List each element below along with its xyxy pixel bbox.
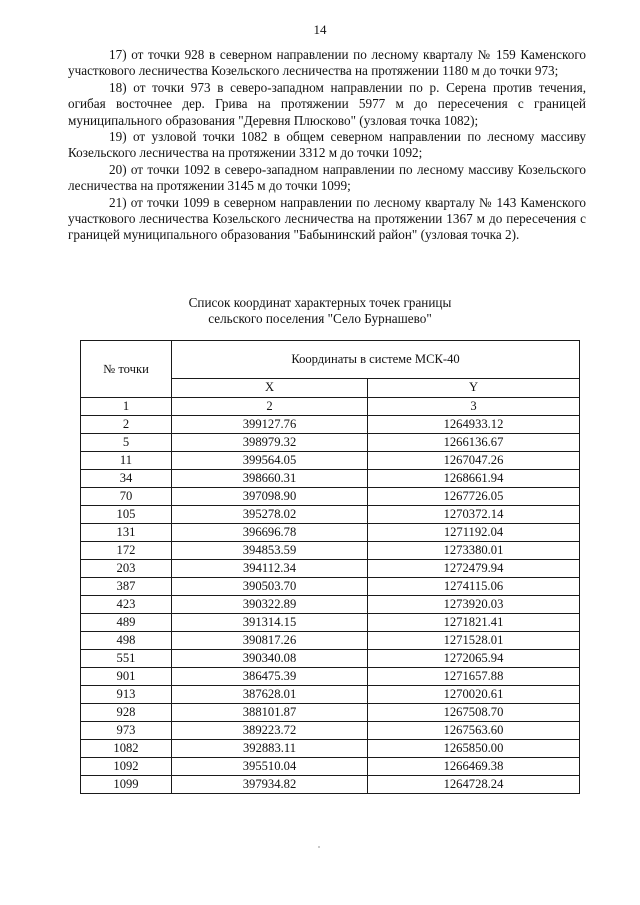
point-number-cell: 973 — [81, 722, 172, 740]
point-number-cell: 172 — [81, 542, 172, 560]
point-number-cell: 498 — [81, 632, 172, 650]
table-row — [81, 596, 580, 614]
x-coordinate-cell: 399127.76 — [172, 416, 368, 434]
x-coordinate-cell: 394112.34 — [172, 560, 368, 578]
point-number-cell: 131 — [81, 524, 172, 542]
x-coordinate-cell: 397098.90 — [172, 488, 368, 506]
y-coordinate-cell: 1273380.01 — [368, 542, 580, 560]
x-coordinate-cell: 398660.31 — [172, 470, 368, 488]
table-row — [81, 416, 580, 434]
y-coordinate-cell: 1264933.12 — [368, 416, 580, 434]
y-coordinate-cell: 1270020.61 — [368, 686, 580, 704]
paragraph-17: 17) от точки 928 в северном направлении по лесному кварталу № 159 Каменского участкового лесничества Козельского лесничества на протяжении 1180 м до точки 973; — [68, 47, 586, 79]
y-coordinate-cell: 1270372.14 — [368, 506, 580, 524]
table-row — [81, 434, 580, 452]
x-coordinate-cell: 396696.78 — [172, 524, 368, 542]
y-coordinate-cell: 1274115.06 — [368, 578, 580, 596]
point-number-cell: 1082 — [81, 740, 172, 758]
y-coordinate-cell: 1271821.41 — [368, 614, 580, 632]
caption-line-1: Список координат характерных точек границы — [188, 295, 452, 310]
y-coordinate-cell: 1264728.24 — [368, 776, 580, 794]
y-coordinate-cell: 1267563.60 — [368, 722, 580, 740]
table-row — [81, 758, 580, 776]
table-row — [81, 470, 580, 488]
point-number-cell: 901 — [81, 668, 172, 686]
y-coordinate-cell: 1272065.94 — [368, 650, 580, 668]
table-row — [81, 560, 580, 578]
point-number-cell: 913 — [81, 686, 172, 704]
table-row — [81, 578, 580, 596]
x-coordinate-cell: 397934.82 — [172, 776, 368, 794]
x-coordinate-cell: 391314.15 — [172, 614, 368, 632]
point-number-cell: 203 — [81, 560, 172, 578]
y-coordinate-cell: 1271528.01 — [368, 632, 580, 650]
x-coordinate-cell: 387628.01 — [172, 686, 368, 704]
x-coordinate-cell: 390322.89 — [172, 596, 368, 614]
x-coordinate-cell: 390817.26 — [172, 632, 368, 650]
point-number-cell: 105 — [81, 506, 172, 524]
table-row — [81, 506, 580, 524]
y-coordinate-cell: 1271657.88 — [368, 668, 580, 686]
paragraph-19: 19) от узловой точки 1082 в общем северном направлении по лесному массиву Козельского лесничества на протяжении 3312 м до точки 1092; — [68, 129, 586, 161]
table-row — [81, 524, 580, 542]
x-coordinate-cell: 395510.04 — [172, 758, 368, 776]
x-coordinate-cell: 394853.59 — [172, 542, 368, 560]
y-coordinate-cell: 1272479.94 — [368, 560, 580, 578]
point-number-cell: 34 — [81, 470, 172, 488]
y-coordinate-cell: 1267508.70 — [368, 704, 580, 722]
y-coordinate-cell: 1267047.26 — [368, 452, 580, 470]
column-number-2: 2 — [172, 398, 368, 416]
table-row — [81, 668, 580, 686]
y-coordinate-cell: 1271192.04 — [368, 524, 580, 542]
table-row — [81, 776, 580, 794]
x-coordinate-cell: 390340.08 — [172, 650, 368, 668]
table-row — [81, 650, 580, 668]
x-coordinate-cell: 399564.05 — [172, 452, 368, 470]
header-x: X — [172, 378, 368, 397]
table-caption — [0, 295, 640, 328]
point-number-cell: 11 — [81, 452, 172, 470]
coordinates-table-body — [81, 416, 580, 794]
x-coordinate-cell: 388101.87 — [172, 704, 368, 722]
x-coordinate-cell: 386475.39 — [172, 668, 368, 686]
paragraph-21: 21) от точки 1099 в северном направлении по лесному кварталу № 143 Каменского участкового лесничества Козельского лесничества на протяжении 1367 м до пересечения с границей муниципального образования "Бабынинский район" (узловая точка 2). — [68, 194, 586, 243]
y-coordinate-cell: 1265850.00 — [368, 740, 580, 758]
scan-artifact — [318, 846, 320, 848]
x-coordinate-cell: 398979.32 — [172, 434, 368, 452]
x-coordinate-cell: 395278.02 — [172, 506, 368, 524]
table-row — [81, 722, 580, 740]
point-number-cell: 928 — [81, 704, 172, 722]
point-number-cell: 70 — [81, 488, 172, 506]
point-number-cell: 5 — [81, 434, 172, 452]
paragraph-18: 18) от точки 973 в северо-западном направлении по р. Серена против течения, огибая восточнее дер. Грива на протяжении 5977 м до пересечения с границей муниципального образования "Деревня Плюсково" (узловая точка 1082); — [68, 79, 586, 128]
point-number-cell: 1099 — [81, 776, 172, 794]
y-coordinate-cell: 1273920.03 — [368, 596, 580, 614]
point-number-cell: 423 — [81, 596, 172, 614]
table-row — [81, 614, 580, 632]
table-row — [81, 452, 580, 470]
point-number-cell: 489 — [81, 614, 172, 632]
table-row — [81, 542, 580, 560]
table-row — [81, 686, 580, 704]
y-coordinate-cell: 1268661.94 — [368, 470, 580, 488]
x-coordinate-cell: 390503.70 — [172, 578, 368, 596]
coordinates-table — [80, 340, 580, 794]
y-coordinate-cell: 1267726.05 — [368, 488, 580, 506]
caption-line-2: сельского поселения "Село Бурнашево" — [208, 311, 432, 327]
table-row — [81, 632, 580, 650]
column-number-1: 1 — [81, 398, 172, 416]
point-number-cell: 387 — [81, 578, 172, 596]
page-number: 14 — [313, 22, 327, 37]
table-row — [81, 704, 580, 722]
column-number-3: 3 — [368, 398, 580, 416]
point-number-cell: 1092 — [81, 758, 172, 776]
x-coordinate-cell: 389223.72 — [172, 722, 368, 740]
header-coordinate-system: Координаты в системе МСК-40 — [172, 341, 580, 379]
y-coordinate-cell: 1266136.67 — [368, 434, 580, 452]
x-coordinate-cell: 392883.11 — [172, 740, 368, 758]
table-row — [81, 740, 580, 758]
paragraph-20: 20) от точки 1092 в северо-западном направлении по лесному массиву Козельского лесничества на протяжении 3145 м до точки 1099; — [68, 161, 586, 194]
header-y: Y — [368, 378, 580, 397]
y-coordinate-cell: 1266469.38 — [368, 758, 580, 776]
point-number-cell: 551 — [81, 650, 172, 668]
table-row — [81, 488, 580, 506]
point-number-cell: 2 — [81, 416, 172, 434]
boundary-description — [68, 47, 586, 244]
header-point-number: № точки — [81, 341, 172, 398]
